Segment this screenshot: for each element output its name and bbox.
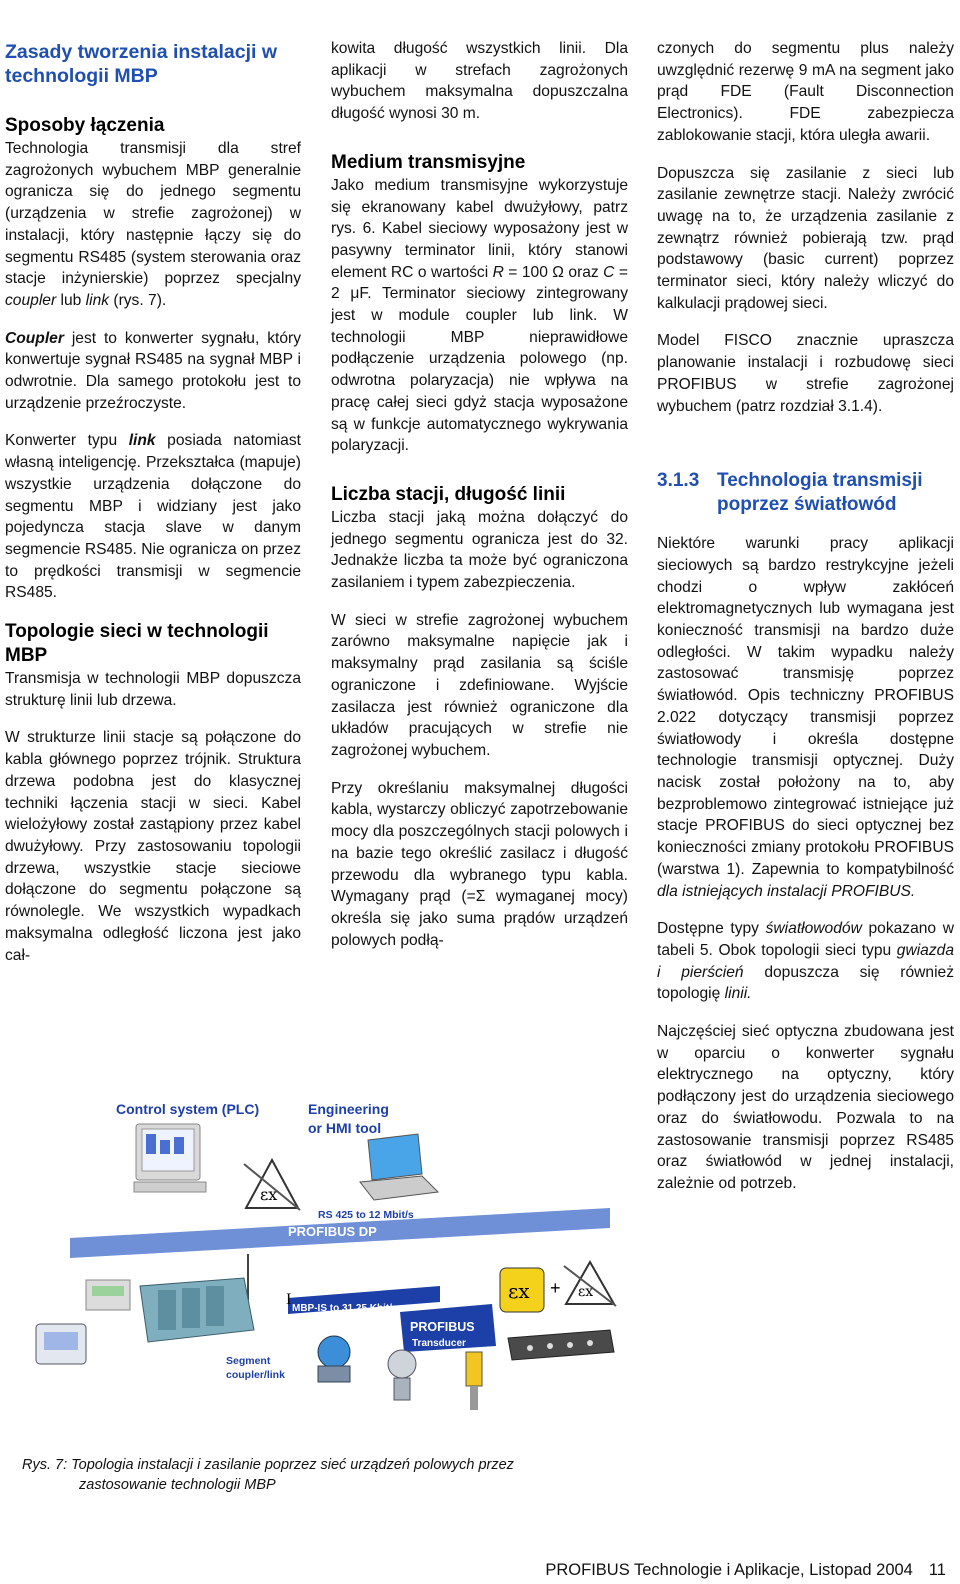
paragraph-power-limits: W sieci w strefie zagrożonej wybuchem zarówno maksymalne napięcie jak i maksymalny prąd zasilania są ściśle ograniczone i zdefiniowane. Wyjście zasilacza jest również ograniczone dla układów pracujących w strefie nie zagrożonej wybuchem.	[331, 611, 628, 759]
transmitter-device-icon	[36, 1324, 86, 1364]
level-sensor-icon	[466, 1352, 482, 1410]
paragraph-link: Konwerter typu link posiada natomiast własną inteligencję. Przekształca (mapuje) wszystkie urządzenia dołączone do segmentu MBP i widziany jest jako pojedyncza stacja slave w danym segmencie RS485. Nie ogranicza on przez to prędkości transmisji w segmencie RS485.	[5, 432, 301, 602]
paragraph-topology-intro: Transmisja w technologii MBP dopuszcza strukturę linii lub drzewa.	[5, 670, 301, 709]
page-footer	[545, 1560, 946, 1580]
paragraph-fiber-intro: Niektóre warunki pracy aplikacji sieciowych są bardzo restrykcyjne jeżeli chodzi o wpływ zakłóceń elektromagnetycznych lub wymagana jest konieczność transmisji na bardzo duże odległości. W takim wypadku należy zastosować transmisję poprzez światłowód. Opis techniczny PROFIBUS 2.022 dotyczący transmisji poprzez światłowody i określa dostępne technologie transmisji optycznej. Duży nacisk został położony na to, aby bezproblemowo zintegrować istniejące już stacje PROFIBUS do sieci optycznej bez konieczności zmiany protokołu PROFIBUS (warstwa 1). Zapewnia to kompatybilność dla istniejących instalacji PROFIBUS.	[657, 535, 954, 900]
figure-topology-diagram	[30, 1090, 630, 1420]
figure-caption	[22, 1455, 622, 1495]
segment-coupler-label-line2: coupler/link	[226, 1369, 285, 1381]
segment-coupler-icon	[140, 1278, 254, 1342]
paragraph-length: kowita długość wszystkich linii. Dla aplikacji w strefach zagrożonych wybuchem maksymalna dopuszczalna długość wynosi 30 m.	[331, 40, 628, 123]
paragraph-connection: Technologia transmisji dla stref zagrożonych wybuchem MBP generalnie ogranicza się do jednego segmentu (urządzenia w strefie zagrożonej) w instalacji, który następnie łączy się do segmentu RS485 (system sterowania oraz stacje inżynierskie) poprzez specjalny coupler lub link (rys. 7).	[5, 140, 301, 309]
svg-text:PROFIBUS: PROFIBUS	[410, 1320, 475, 1334]
mbp-speed-label: MBP-IS to 31.25 Kbit/s	[292, 1303, 398, 1314]
paragraph-coupler: Coupler jest to konwerter sygnału, który konwertuje sygnał RS485 na sygnał MBP i odwrotnie. Dla samego protokołu jest to urządzenie przeźroczyste.	[5, 329, 301, 412]
engineering-label-line1: Engineering	[308, 1101, 389, 1117]
term-link-bold: link	[128, 432, 156, 450]
segment-coupler-label	[226, 1355, 285, 1381]
heading-stations: Liczba stacji, długość linii	[331, 483, 566, 505]
svg-text:εx: εx	[578, 1284, 594, 1300]
chapter-title: Zasady tworzenia instalacji w technologii MBP	[5, 41, 278, 87]
plc-computer-icon	[134, 1124, 206, 1192]
svg-text:εx: εx	[260, 1185, 278, 1204]
control-system-label: Control system (PLC)	[116, 1101, 260, 1117]
page-number: 11	[928, 1561, 946, 1579]
mark-i: I	[286, 1291, 292, 1308]
laptop-icon	[360, 1134, 438, 1200]
paragraph-fiber-converter: Najczęściej sieć optyczna zbudowana jest w oparciu o konwerter sygnału elektrycznego na optyczny, który podłączony jest do urządzenia sieciowego oraz do światłowodu. Pozwala to na zastosowanie transmisji poprzez RS485 oraz światłowód w jednej instalacji, zależnie od potrzeb.	[657, 1023, 954, 1192]
paragraph-fiber-types: Dostępne typy światłowodów pokazano w tabeli 5. Obok topologii sieci typu gwiazda i pierścień dopuszcza się również topologię linii.	[657, 920, 955, 1003]
svg-text:εx: εx	[508, 1279, 530, 1303]
footer-text: PROFIBUS Technologie i Aplikacje, Listopad 2004	[545, 1561, 913, 1579]
term-coupler: coupler	[5, 291, 57, 309]
svg-text:Transducer: Transducer	[412, 1338, 466, 1349]
segment-coupler-label-line1: Segment	[226, 1355, 271, 1367]
profibus-transducer-box	[400, 1304, 496, 1352]
section-title: Technologia transmisji poprzez światłowód	[717, 470, 923, 516]
caption-line1: Rys. 7: Topologia instalacji i zasilanie poprzez sieć urządzeń polowych przez	[22, 1457, 514, 1473]
caption-line2: zastosowanie technologii MBP	[79, 1477, 276, 1493]
heading-connection-methods: Sposoby łączenia	[5, 115, 165, 136]
remote-io-icon	[508, 1330, 614, 1360]
ex-triangle-icon	[564, 1262, 616, 1306]
paragraph-fisco: Model FISCO znacznie upraszcza planowanie instalacji i rozbudowę sieci PROFIBUS w strefie zagrożonej wybuchem (patrz rozdział 3.1.4).	[657, 332, 954, 415]
term-link: link	[85, 291, 110, 309]
column-3	[657, 38, 954, 1195]
pressure-transmitter-icon	[388, 1350, 416, 1400]
section-number: 3.1.3	[657, 470, 700, 492]
paragraph-medium: Jako medium transmisyjne wykorzystuje się ekranowany kabel dwużyłowy, patrz rys. 6. Kabel sieciowy wyposażony jest w pasywny terminator linii, który stanowi element RC o wartości R = 100 Ω oraz C = 2 μF. Terminator sieciowy zintegrowany jest w module coupler lub link. W technologii MBP nieprawidłowe podłączenie urządzenia polowego (np. odwrotna polaryzacja) nie wpływa na pracę całej sieci gdyż stacja wyposażone są w funkcje automatycznego wykrywania polaryzacji.	[331, 176, 628, 455]
heading-topology: Topologie sieci w technologii MBP	[5, 621, 269, 667]
term-coupler-bold: Coupler	[5, 329, 64, 347]
paragraph-stations: Liczba stacji jaką można dołączyć do jednego segmentu ogranicza jest do 32. Jednakże liczba ta może być ograniczona zasilaniem i typem zabezpieczenia.	[331, 508, 628, 592]
engineering-label-line2: or HMI tool	[308, 1120, 382, 1136]
flow-meter-icon	[318, 1336, 350, 1382]
engineering-label	[308, 1101, 393, 1136]
ex-warning-icon	[244, 1160, 300, 1210]
plus-sign: +	[550, 1278, 561, 1298]
ex-atex-icon	[500, 1268, 544, 1312]
column-2	[331, 38, 628, 951]
paragraph-power-supply: Dopuszcza się zasilanie z sieci lub zasilanie zewnętrze stacji. Należy zwrócić uwagę na to, że urządzenia zasilanie z zewnątrz również pobierają tzw. prąd podstawowy (basic current) poprzez terminator sieci, który należy wliczyć do kalkulacji prądowej sieci.	[657, 164, 954, 312]
paragraph-cable-length: Przy określaniu maksymalnej długości kabla, wystarczy obliczyć zapotrzebowanie mocy dla poszczególnych stacji polowych i na bazie tego określić zasilacz i długość przewodu dla wybranego typu kabla. Wymagany prąd (=Σ wymaganej mocy) określa się jako suma prądów urządzeń polowych podłą-	[331, 779, 628, 949]
rs-speed-label: RS 425 to 12 Mbit/s	[318, 1209, 414, 1221]
paragraph-fde: czonych do segmentu plus należy uwzględnić rezerwę 9 mA na segment jako prąd FDE (Fault Disconnection Electronics). FDE zabezpiecza zablokowanie stacji, która uległa awarii.	[657, 40, 954, 144]
section-heading-fiber	[657, 469, 954, 517]
bus-label: PROFIBUS DP	[288, 1224, 377, 1239]
column-1	[5, 38, 301, 966]
paragraph-topology-detail: W strukturze linii stacje są połączone do kabla głównego poprzez trójnik. Struktura drzewa podobna jest do klasycznej techniki łączenia stacji w sieci. Kabel wielożyłowy został zastąpiony przez kabel dwużyłowy. Przy zastosowaniu topologii drzewa, wszystkie stacje sieciowe dołączone do segmentu połączone są równolegle. We wszystkich wypadkach maksymalna odległość liczona jest jako cał-	[5, 729, 301, 964]
coupler-small-box-icon	[86, 1280, 130, 1310]
heading-medium: Medium transmisyjne	[331, 151, 526, 173]
